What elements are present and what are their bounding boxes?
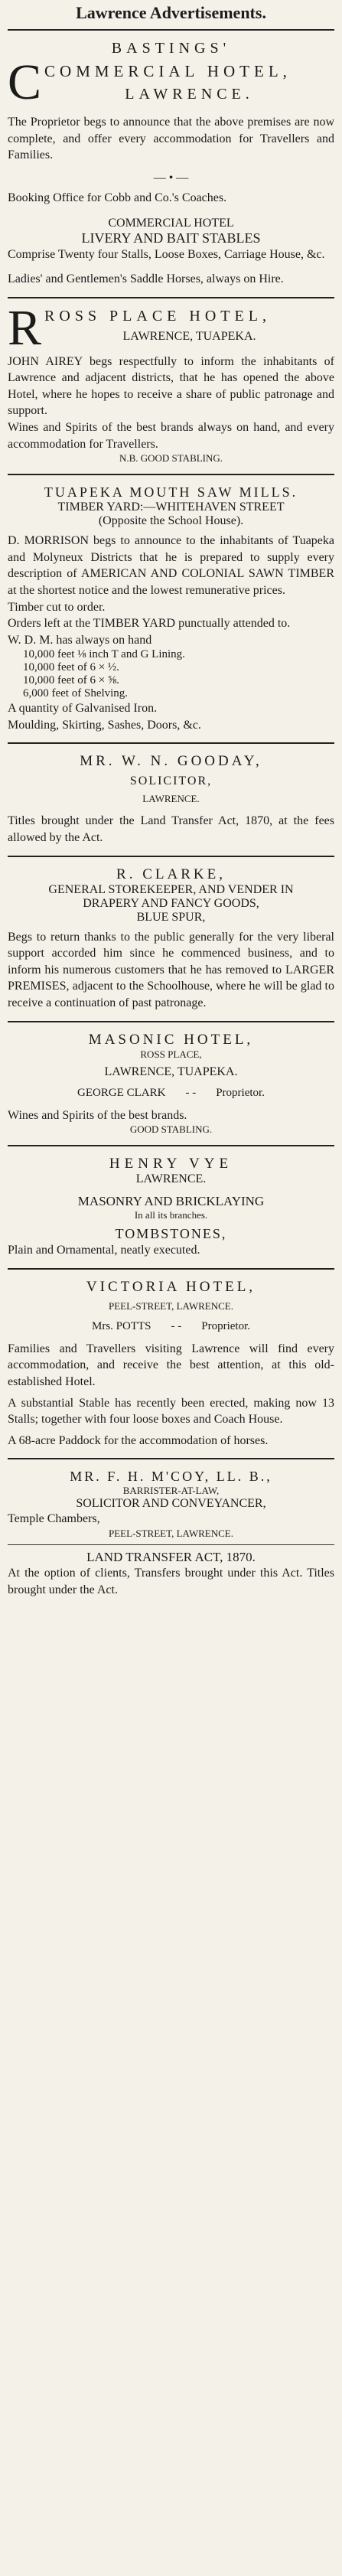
ad-title: HENRY VYE	[109, 1156, 233, 1172]
ad-header: BASTINGS'	[111, 40, 231, 57]
ad-title-body	[44, 62, 334, 103]
ad-title: R. CLARKE,	[116, 866, 226, 882]
ad-body: At the option of clients, Transfers brought under this Act. Titles brought under the Act.	[8, 1566, 334, 1596]
ad-title: MR. W. N. GOODAY,	[80, 753, 262, 770]
ad-title: TUAPEKA MOUTH SAW MILLS.	[44, 484, 298, 501]
ad-title-body	[44, 308, 334, 344]
ad-title-block	[8, 54, 334, 110]
divider	[8, 29, 334, 31]
tomb-title: TOMBSTONES,	[115, 1226, 227, 1242]
ad-wines: Wines and Spirits of the best brands always on hand, and every accommodation for Travellers.	[8, 420, 334, 451]
ad-henry-vye	[8, 1153, 334, 1262]
divider	[8, 1268, 334, 1270]
proprietor-role: Proprietor.	[201, 1319, 250, 1332]
ad-body: The Proprietor begs to announce that the above premises are now complete, and offer every accommodation for Travellers and Families.	[8, 116, 334, 162]
ad-sub: ROSS PLACE,	[140, 1048, 202, 1060]
ad-place: LAWRENCE.	[135, 1172, 207, 1186]
proprietor-row	[8, 1320, 334, 1333]
ad-body: Begs to return thanks to the public generally for the very liberal support accorded him since he commenced business, and to inform his numerous customers that he has removed to LARGER PREMISES, adjacent to the Schoolhouse, where he will be glad to receive a continuation of past patronage.	[8, 930, 334, 1010]
list-item: 10,000 feet ⅛ inch T and G Lining.	[23, 648, 185, 661]
ad-role: BARRISTER-AT-LAW,	[122, 1485, 220, 1497]
chambers: Temple Chambers,	[8, 1512, 100, 1526]
livery-title: LIVERY AND BAIT STABLES	[81, 230, 261, 246]
ad-role2: SOLICITOR AND CONVEYANCER,	[76, 1497, 266, 1511]
ad-place: LAWRENCE.	[142, 793, 200, 805]
proprietor-dash: - -	[185, 1086, 197, 1099]
page-title: Lawrence Advertisements.	[76, 3, 266, 22]
ad-clarke	[8, 863, 334, 1015]
ad-body: D. MORRISON begs to announce to the inhabitants of Tuapeka and Molyneux Districts that he is prepared to supply every description of AMERICAN AND COLONIAL SAWN TIMBER at the shortest notice and the lowest remunerative prices.	[8, 534, 334, 597]
list-item: 10,000 feet of 6 × ½.	[23, 661, 119, 674]
ad-title: MASONIC HOTEL,	[88, 1031, 254, 1048]
divider	[8, 856, 334, 857]
livery-heading: COMMERCIAL HOTEL	[108, 217, 234, 230]
ad-body: JOHN AIREY begs respectfully to inform the inhabitants of Lawrence and adjacent districts, that he has opened the above Hotel, where he hopes to receive a share of public patronage and support.	[8, 354, 334, 418]
ad-body-3: A 68-acre Paddock for the accommodation of horses.	[8, 1433, 269, 1447]
street: PEEL-STREET, LAWRENCE.	[108, 1527, 233, 1539]
ad-body-1: Families and Travellers visiting Lawrence will find every accommodation, and receive the best attention, at this old-established Hotel.	[8, 1342, 334, 1388]
ad-place: LAWRENCE, TUAPEKA.	[122, 329, 256, 343]
saddle-horses: Ladies' and Gentlemen's Saddle Horses, always on Hire.	[8, 272, 284, 285]
ad-tuapeka-saw-mills	[8, 481, 334, 736]
divider	[8, 1021, 334, 1022]
trade-title: MASONRY AND BRICKLAYING	[77, 1194, 265, 1209]
proprietor-row	[8, 1087, 334, 1100]
divider	[8, 297, 334, 298]
ad-masonic-hotel	[8, 1029, 334, 1140]
wines-note: Wines and Spirits of the best brands.	[8, 1108, 187, 1122]
ad-title: ROSS PLACE HOTEL,	[44, 307, 271, 324]
ad-place: LAWRENCE, TUAPEKA.	[104, 1065, 238, 1078]
proprietor-dash: - -	[171, 1319, 182, 1332]
tomb-sub: Plain and Ornamental, neatly executed.	[8, 1244, 200, 1257]
divider	[8, 1544, 334, 1545]
proprietor-name: GEORGE CLARK	[77, 1086, 166, 1099]
ad-sub: PEEL-STREET, LAWRENCE.	[108, 1299, 233, 1312]
ad-body: Titles brought under the Land Transfer Act, 1870, at the fees allowed by the Act.	[8, 814, 334, 845]
timber-order: Timber cut to order.	[8, 600, 106, 614]
divider	[8, 474, 334, 475]
ad-title: COMMERCIAL HOTEL,	[44, 62, 292, 80]
livery-body: Comprise Twenty four Stalls, Loose Boxes, Carriage House, &c.	[8, 248, 325, 262]
dropcap: R	[8, 299, 42, 356]
proprietor-name: Mrs. POTTS	[91, 1319, 151, 1332]
ad-place: LAWRENCE.	[125, 86, 254, 103]
ad-title: MR. F. H. M'COY, LL. B.,	[70, 1469, 272, 1485]
ad-divider: — • —	[153, 171, 189, 184]
list-item: 10,000 feet of 6 × ⅝.	[23, 674, 119, 687]
list-item: 6,000 feet of Shelving.	[23, 687, 129, 700]
ad-victoria-hotel	[8, 1276, 334, 1453]
ad-line1: GENERAL STOREKEEPER, AND VENDER IN	[48, 882, 294, 896]
ad-title: VICTORIA HOTEL,	[86, 1278, 256, 1295]
ad-ross-place	[8, 299, 334, 468]
ad-commercial-hotel	[8, 37, 334, 291]
timber-yard: TIMBER YARD:—WHITEHAVEN STREET	[57, 501, 285, 514]
booking-office: Booking Office for Cobb and Co.'s Coaches.	[8, 191, 227, 204]
ad-role: SOLICITOR,	[129, 774, 213, 788]
dropcap: C	[8, 54, 42, 110]
on-hand: W. D. M. has always on hand	[8, 633, 152, 647]
act-title: LAND TRANSFER ACT, 1870.	[86, 1549, 256, 1564]
ad-title-block	[8, 299, 334, 356]
ad-mccoy	[8, 1466, 334, 1601]
mouldings-note: Moulding, Skirting, Sashes, Doors, &c.	[8, 718, 201, 732]
ad-gooday	[8, 750, 334, 849]
orders-note: Orders left at the TIMBER YARD punctually attended to.	[8, 617, 291, 631]
ad-line2: DRAPERY AND FANCY GOODS,	[83, 896, 259, 910]
divider	[8, 1458, 334, 1459]
divider	[8, 1145, 334, 1146]
ad-nb: N.B. GOOD STABLING.	[119, 452, 223, 465]
proprietor-role: Proprietor.	[216, 1086, 265, 1099]
opposite-note: (Opposite the School House).	[98, 514, 244, 528]
trade-sub: In all its branches.	[134, 1209, 208, 1221]
iron-note: A quantity of Galvanised Iron.	[8, 702, 158, 716]
divider	[8, 742, 334, 744]
ad-line3: BLUE SPUR,	[136, 910, 206, 924]
stabling-note: GOOD STABLING.	[129, 1123, 213, 1136]
ad-body-2: A substantial Stable has recently been erected, making now 13 Stalls; together with four loose boxes and Coach House.	[8, 1396, 334, 1427]
